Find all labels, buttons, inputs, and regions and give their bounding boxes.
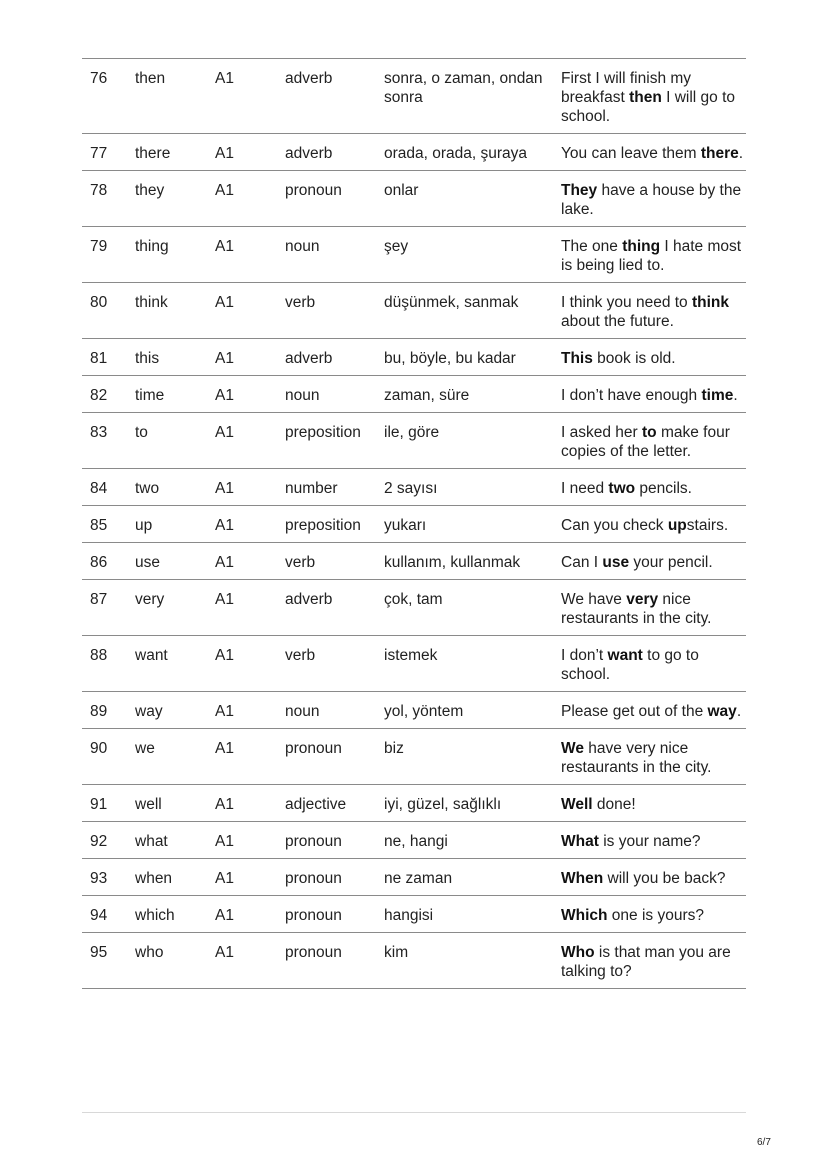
entry-level: A1	[215, 591, 234, 608]
entry-word: thing	[135, 238, 169, 255]
table-row	[82, 692, 746, 729]
entry-turkish-translation: orada, orada, şuraya	[384, 145, 528, 162]
example-text: Please get out of the	[561, 703, 708, 720]
entry-part-of-speech: adverb	[285, 145, 333, 162]
example-text: .	[738, 145, 744, 162]
table-row	[82, 469, 746, 506]
highlighted-word: want	[607, 647, 643, 664]
table-row	[82, 134, 746, 171]
entry-turkish-translation: şey	[384, 238, 409, 255]
entry-example-sentence	[561, 785, 746, 822]
entry-part-of-speech: pronoun	[285, 907, 342, 924]
entry-number: 80	[90, 294, 108, 311]
highlighted-word: use	[602, 554, 630, 571]
example-text: Can I	[561, 554, 603, 571]
example-text: stairs.	[686, 517, 729, 534]
entry-number: 84	[90, 480, 108, 497]
entry-example-sentence	[561, 729, 746, 785]
entry-turkish-translation: kim	[384, 944, 409, 961]
entry-number: 93	[90, 870, 108, 887]
table-row	[82, 785, 746, 822]
table-row	[82, 283, 746, 339]
entry-example-sentence	[561, 692, 746, 729]
entry-level: A1	[215, 350, 234, 367]
example-text: will you be back?	[603, 870, 726, 887]
highlighted-word: very	[626, 591, 659, 608]
highlighted-word: When	[561, 870, 604, 887]
entry-example-sentence	[561, 376, 746, 413]
entry-level: A1	[215, 294, 234, 311]
entry-word: want	[135, 647, 168, 664]
entry-word: which	[135, 907, 175, 924]
table-row	[82, 729, 746, 785]
entry-number: 89	[90, 703, 108, 720]
highlighted-word: up	[667, 517, 687, 534]
entry-turkish-translation: çok, tam	[384, 591, 443, 608]
entry-part-of-speech: verb	[285, 294, 316, 311]
entry-number: 91	[90, 796, 108, 813]
example-text: about the future.	[561, 313, 674, 330]
example-text: one is yours?	[607, 907, 704, 924]
entry-part-of-speech: noun	[285, 238, 320, 255]
entry-example-sentence	[561, 896, 746, 933]
example-text: I will go to school.	[561, 89, 736, 125]
table-row	[82, 933, 746, 989]
entry-part-of-speech: verb	[285, 647, 316, 664]
entry-example-sentence	[561, 413, 746, 469]
entry-level: A1	[215, 907, 234, 924]
example-text: You can leave them	[561, 145, 701, 162]
entry-turkish-translation: zaman, süre	[384, 387, 470, 404]
example-text: I don’t have enough	[561, 387, 702, 404]
table-row	[82, 171, 746, 227]
entry-word: up	[135, 517, 153, 534]
entry-word: then	[135, 70, 166, 87]
table-row	[82, 636, 746, 692]
entry-turkish-translation: hangisi	[384, 907, 434, 924]
entry-number: 82	[90, 387, 108, 404]
example-text: have a house by the lake.	[561, 182, 742, 218]
example-text: Can you check	[561, 517, 668, 534]
entry-level: A1	[215, 870, 234, 887]
entry-example-sentence	[561, 506, 746, 543]
entry-level: A1	[215, 796, 234, 813]
entry-number: 92	[90, 833, 108, 850]
table-row	[82, 859, 746, 896]
example-text: is that man you are talking to?	[561, 944, 731, 980]
entry-level: A1	[215, 703, 234, 720]
entry-part-of-speech: verb	[285, 554, 316, 571]
example-text: .	[736, 703, 742, 720]
example-text: nice restaurants in the city.	[561, 591, 712, 627]
entry-example-sentence	[561, 933, 746, 989]
entry-example-sentence	[561, 59, 746, 134]
entry-turkish-translation: sonra, o zaman, ondan sonra	[384, 70, 543, 106]
highlighted-word: time	[701, 387, 734, 404]
entry-part-of-speech: adverb	[285, 591, 333, 608]
example-text: is your name?	[598, 833, 701, 850]
entry-word: this	[135, 350, 160, 367]
entry-number: 79	[90, 238, 108, 255]
table-row	[82, 580, 746, 636]
entry-example-sentence	[561, 339, 746, 376]
entry-part-of-speech: preposition	[285, 424, 361, 441]
highlighted-word: way	[707, 703, 737, 720]
example-text: I hate most is being lied to.	[561, 238, 742, 274]
entry-number: 85	[90, 517, 108, 534]
entry-word: use	[135, 554, 160, 571]
example-text: I need	[561, 480, 609, 497]
entry-number: 77	[90, 145, 108, 162]
entry-number: 95	[90, 944, 108, 961]
example-text: First I will finish my breakfast	[561, 70, 692, 106]
entry-level: A1	[215, 238, 234, 255]
entry-word: when	[135, 870, 173, 887]
table-row	[82, 896, 746, 933]
entry-turkish-translation: bu, böyle, bu kadar	[384, 350, 516, 367]
entry-turkish-translation: yol, yöntem	[384, 703, 464, 720]
entry-word: very	[135, 591, 165, 608]
entry-level: A1	[215, 647, 234, 664]
highlighted-word: think	[691, 294, 730, 311]
entry-level: A1	[215, 182, 234, 199]
entry-example-sentence	[561, 580, 746, 636]
entry-level: A1	[215, 480, 234, 497]
highlighted-word: then	[629, 89, 662, 106]
table-row	[82, 339, 746, 376]
entry-turkish-translation: 2 sayısı	[384, 480, 438, 497]
example-text: your pencil.	[629, 554, 713, 571]
entry-number: 88	[90, 647, 108, 664]
entry-turkish-translation: yukarı	[384, 517, 427, 534]
vocabulary-table-body	[82, 59, 746, 989]
entry-example-sentence	[561, 171, 746, 227]
entry-example-sentence	[561, 469, 746, 506]
example-text: make four copies of the letter.	[561, 424, 730, 460]
example-text: We have	[561, 591, 627, 608]
entry-example-sentence	[561, 227, 746, 283]
highlighted-word: two	[608, 480, 636, 497]
entry-turkish-translation: kullanım, kullanmak	[384, 554, 521, 571]
entry-part-of-speech: noun	[285, 387, 320, 404]
entry-number: 81	[90, 350, 108, 367]
highlighted-word: thing	[622, 238, 661, 255]
entry-word: to	[135, 424, 148, 441]
entry-word: think	[135, 294, 168, 311]
entry-turkish-translation: istemek	[384, 647, 438, 664]
entry-part-of-speech: noun	[285, 703, 320, 720]
example-text: book is old.	[592, 350, 676, 367]
table-row	[82, 413, 746, 469]
entry-level: A1	[215, 944, 234, 961]
entry-part-of-speech: number	[285, 480, 338, 497]
entry-part-of-speech: pronoun	[285, 182, 342, 199]
entry-level: A1	[215, 387, 234, 404]
entry-number: 94	[90, 907, 108, 924]
entry-part-of-speech: pronoun	[285, 833, 342, 850]
entry-part-of-speech: adverb	[285, 350, 333, 367]
page-number: 6/7	[757, 1137, 771, 1148]
entry-word: we	[135, 740, 155, 757]
example-text: The one	[561, 238, 623, 255]
entry-word: way	[135, 703, 163, 720]
entry-word: who	[135, 944, 164, 961]
entry-number: 86	[90, 554, 108, 571]
entry-part-of-speech: adjective	[285, 796, 347, 813]
highlighted-word: We	[561, 740, 584, 757]
highlighted-word: Which	[561, 907, 608, 924]
entry-level: A1	[215, 833, 234, 850]
entry-turkish-translation: biz	[384, 740, 404, 757]
entry-turkish-translation: ne zaman	[384, 870, 453, 887]
entry-level: A1	[215, 70, 234, 87]
example-text: I don’t	[561, 647, 608, 664]
vocabulary-table	[82, 58, 746, 989]
table-row	[82, 59, 746, 134]
entry-part-of-speech: preposition	[285, 517, 361, 534]
entry-number: 87	[90, 591, 108, 608]
footer-divider	[82, 1112, 746, 1113]
entry-level: A1	[215, 740, 234, 757]
example-text: I think you need to	[561, 294, 692, 311]
entry-turkish-translation: ne, hangi	[384, 833, 448, 850]
highlighted-word: to	[642, 424, 657, 441]
entry-word: what	[135, 833, 168, 850]
entry-example-sentence	[561, 543, 746, 580]
highlighted-word: there	[700, 145, 739, 162]
highlighted-word: What	[561, 833, 599, 850]
table-row	[82, 227, 746, 283]
entry-turkish-translation: onlar	[384, 182, 419, 199]
entry-part-of-speech: adverb	[285, 70, 333, 87]
entry-turkish-translation: ile, göre	[384, 424, 440, 441]
entry-example-sentence	[561, 283, 746, 339]
entry-number: 76	[90, 70, 108, 87]
entry-example-sentence	[561, 859, 746, 896]
highlighted-word: Who	[561, 944, 595, 961]
table-row	[82, 376, 746, 413]
highlighted-word: This	[561, 350, 593, 367]
entry-word: well	[135, 796, 162, 813]
entry-number: 78	[90, 182, 108, 199]
table-row	[82, 543, 746, 580]
table-row	[82, 506, 746, 543]
highlighted-word: They	[561, 182, 598, 199]
entry-number: 83	[90, 424, 108, 441]
entry-level: A1	[215, 145, 234, 162]
example-text: have very nice restaurants in the city.	[561, 740, 712, 776]
entry-level: A1	[215, 517, 234, 534]
entry-word: they	[135, 182, 165, 199]
example-text: to go to school.	[561, 647, 699, 683]
entry-part-of-speech: pronoun	[285, 944, 342, 961]
entry-word: time	[135, 387, 165, 404]
entry-example-sentence	[561, 636, 746, 692]
entry-turkish-translation: düşünmek, sanmak	[384, 294, 519, 311]
entry-part-of-speech: pronoun	[285, 740, 342, 757]
entry-example-sentence	[561, 134, 746, 171]
entry-word: two	[135, 480, 160, 497]
table-row	[82, 822, 746, 859]
example-text: pencils.	[635, 480, 692, 497]
example-text: done!	[592, 796, 636, 813]
entry-level: A1	[215, 424, 234, 441]
example-text: .	[733, 387, 738, 404]
example-text: I asked her	[561, 424, 642, 441]
entry-example-sentence	[561, 822, 746, 859]
entry-part-of-speech: pronoun	[285, 870, 342, 887]
entry-word: there	[135, 145, 171, 162]
highlighted-word: Well	[561, 796, 593, 813]
entry-level: A1	[215, 554, 234, 571]
entry-turkish-translation: iyi, güzel, sağlıklı	[384, 796, 502, 813]
entry-number: 90	[90, 740, 108, 757]
